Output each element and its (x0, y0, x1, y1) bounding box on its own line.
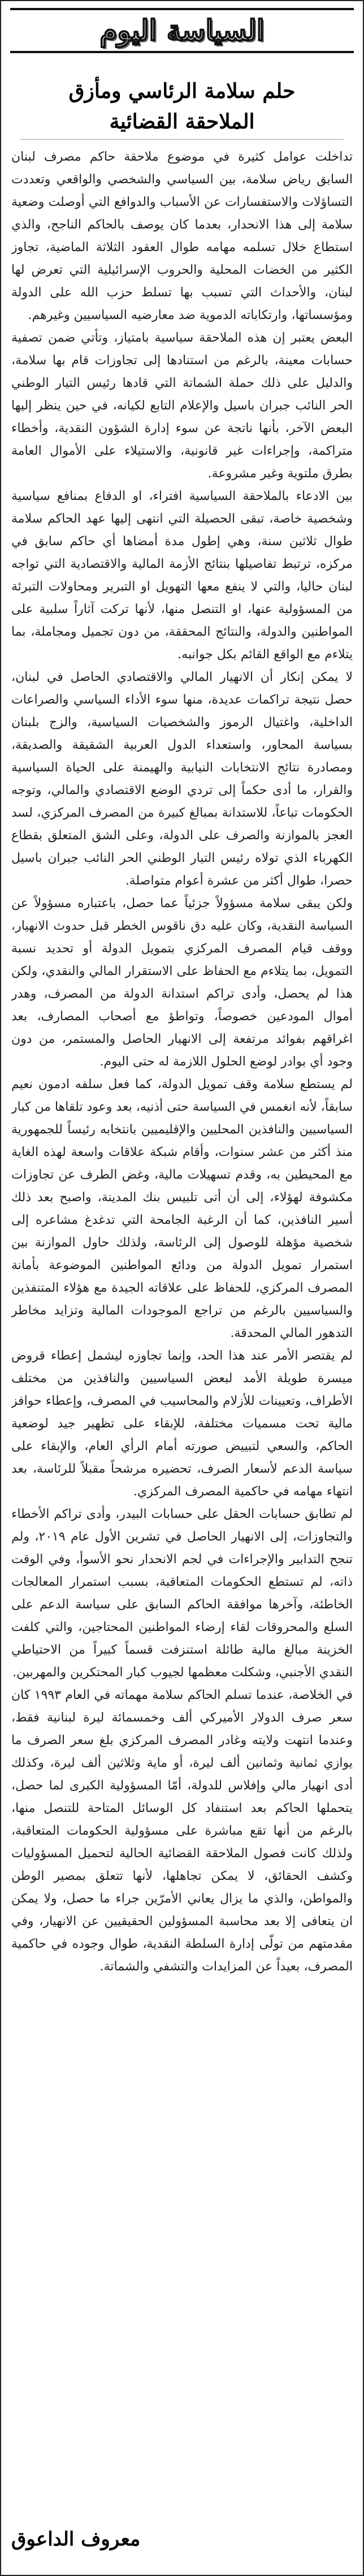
section-title: السياسة اليوم (99, 14, 265, 47)
article-author: معروف الداعوق (11, 2528, 141, 2551)
article-paragraph: بين الادعاء بالملاحقة السياسية افتراء، او الدفاع بمنافع سياسية وشخصية خاصة، تبقى الحصيلة التي انتهى إليها عهد الحاكم سلامة طوال ثلاثين سنة، وهي إطول مدة أمضاها أي حاكم سابق في مركزه، ترتبط تفاصيلها بنتائج الأزمة المالية والاقتصادية التي تواجه لبنان حاليا، والتي لا ينفع معها التهويل او التبرير ومحاولات التبرئة من المسؤولية عنها، او التنصل منها، لأنها تركت آثاراً سلبية على المواطنين والدولة، والنتائج المحققة، من دون تجميل ومجاملة، بما يتلاءم مع الواقع القائم بكل جوانبه. (11, 489, 353, 662)
article-headline (16, 76, 348, 137)
article-paragraph: لا يمكن إنكار أن الانهيار المالي والاقتصادي الحاصل في لبنان، حصل نتيجة تراكمات عديدة، منها سوء الأداء السياسي والصراعات الداخلية، واغتيال الرموز والشخصيات السياسية، والزج بلبنان بسياسة المحاور، واستعداء الدول العربية الشقيقة والصديقة، ومصادرة نتائج الانتخابات النيابية والهيمنة على الحياة السياسية والقرار، ما أدى حكماً إلى تردي الوضع الاقتصادي والمالي، وتوجه الحكومات تباعاً، للاستدانة بمبالغ كبيرة من المصرف المركزي، لسد العجز بالموازنة والصرف على الدولة، وعلى الشق المتعلق بقطاع الكهرباء الذي تولاه رئيس التيار الوطني الحر النائب جبران باسيل حصرا، طوال أكثر من عشرة أعوام متواصلة. (11, 670, 353, 888)
headline-divider (20, 139, 344, 140)
article-paragraph: لم يقتصر الأمر عند هذا الحد، وإنما تجاوزه ليشمل إعطاء قروض ميسرة طويلة الأمد لبعض السياسيين والنافذين من مختلف الأطراف، وتعيينات للأزلام والمحاسيب في المصرف، وإعطاء حوافز مالية تحت مسميات مختلفة، للإبقاء على تظهير جيد لوضعية الحاكم، والسعي لتبييض صورته أمام الرأي العام، والإبقاء على سياسة الدعم لأسعار الصرف، تحضيره مرشحاً مقبلاً للرئاسة، بعد انتهاء مهامه في حاكمية المصرف المركزي. (11, 1349, 353, 1499)
article-paragraph: لم يستطع سلامة وقف تمويل الدولة، كما فعل سلفه ادمون نعيم سابقاً، لأنه انغمس في السياسة حتى أذنيه، بعد وعود تلقاها من كبار السياسيين والنافذين المحليين والإقليميين بانتخابه رئيساً للجمهورية منذ أكثر من عشر سنوات، وأقام شبكة علاقات واسعة لهذه الغاية مع المحيطين به، وقدم تسهيلات مالية، وغض الطرف عن تجاوزات مكشوفة لهؤلاء، إلى أن أتى تلبيس بنك المدينة، واصبح بعد ذلك أسير النافذين، كما أن الرغبة الجامحة التي تدغدغ مشاعره إلى شخصية مؤهلة للوصول إلى الرئاسة، ولذلك حاول الموازنة بين استمرار تمويل الدولة من ودائع المواطنين الموضوعة بأمانة المصرف المركزي، للحفاظ على علاقاته الجيدة مع هؤلاء المتنفذين والسياسيين بالرغم من تراجع الموجودات المالية وتزايد مخاطر التدهور المالي المحدقة. (11, 1077, 353, 1340)
article-paragraph: لم تطابق حسابات الحقل على حسابات البيدر، وأدى تراكم الأخطاء والتجاوزات، إلى الانهيار الحاصل في تشرين الأول عام ٢٠١٩، ولم تنجح التدابير والإجراءات في لجم الانحدار نحو الأسوأ، وفي الوقت ذاته، لم تستطع الحكومات المتعاقبة، بسبب استمرار المعالجات الخاطئة، وآخرها موافقة الحاكم السابق على سياسة الدعم على السلع والمحروقات لقاء إرضاء المواطنين المحتاجين، والتي كلفت الخزينة مبالغ مالية طائلة استنزفت قسماً كبيراً من الاحتياطي النقدي الأجنبي، وشكلت معظمها لجيوب كبار المحتكرين والمهربين. (11, 1507, 353, 1680)
headline-line-1: حلم سلامة الرئاسي ومأزق (68, 79, 296, 103)
section-banner (10, 8, 354, 53)
headline-line-2: الملاحقة القضائية (109, 110, 255, 134)
article-paragraph: ولكن يبقى سلامة مسؤولاً جزئياً عما حصل، باعتباره مسؤولاً عن السياسة النقدية، وكان عليه دق ناقوس الخطر قبل حدوث الانهيار، ووقف قيام المصرف المركزي بتمويل الدولة أو تحديد نسبة التمويل، بما يتلاءم مع الحفاظ على الاستقرار المالي والنقدي، ولكن هذا لم يحصل، وأدى تراكم استدانة الدولة من المصرف، وهدر أموال المودعين خصوصاً، وتواطؤ مع أصحاب المصارف، بعد اغراقهم بفوائد مرتفعة إلى الانهيار الحاصل والمستمر، من دون وجود أي بوادر لوضع الحلول اللازمة له حتى اليوم. (11, 896, 353, 1069)
article-paragraph: البعض يعتبر إن هذه الملاحقة سياسية بامتياز، وتأتي ضمن تصفية حسابات معينة، بالرغم من استنادها إلى تجاوزات قام بها سلامة، والدليل على ذلك حملة الشماتة التي قادها رئيس التيار الوطني الحر النائب جبران باسيل والإعلام التابع لكيانه، في حين ينظر إليها البعض الآخر، بأنها ناتجة عن سوء إدارة الشؤون النقدية، وأخطاء متراكمة، وإجراءات غير قانونية، والاستيلاء على الأموال العامة بطرق ملتوية وغير مشروعة. (11, 331, 353, 481)
article-body (11, 146, 353, 2499)
article-paragraph: تداخلت عوامل كثيرة في موضوع ملاحقة حاكم مصرف لبنان السابق رياض سلامة، بين السياسي والشخصي والواقعي وتعددت التساؤلات والاستفسارات عن الأسباب والدوافع التي أوصلت وضعية سلامة إلى هذا الانحدار، بعدما كان يوصف بالحاكم الناجح، والذي استطاع خلال تسلمه مهامه طوال العقود الثلاثة الماضية، تجاوز الكثير من الخضات المحلية والحروب الإسرائيلية التي تعرض لها لبنان، والأحداث التي تسبب بها تسلط حزب الله على الدولة ومؤسساتها، وارتكاباته الدموية ضد معارضيه السياسيين وغيرهم. (11, 150, 353, 322)
article-paragraph: في الخلاصة، عندما تسلم الحاكم سلامة مهماته في العام ١٩٩٣ كان سعر صرف الدولار الأميركي ألف وخمسمائة ليرة لبنانية فقط، وعندما انتهت ولايته وغادر المصرف المركزي بلغ سعر الصرف ما يوازي ثمانية وثمانين ألف ليرة، أو ماية وثلاثين ألف ليرة، وكذلك أدى انهيار مالي وإفلاس للدولة، أمّا المسؤولية الكبرى لما حصل، يتحملها الحاكم بعد استنفاد كل الوسائل المتاحة للتنصل منها، بالرغم من أنها تقع مباشرة على مسؤولية الحكومات المتعاقبة، ولذلك كانت فصول الملاحقة القضائية الحالية لتحميل المسؤوليات وكشف الحقائق، لا يمكن تجاهلها، لأنها تتعلق بمصير الوطن والمواطن، والذي ما يزال يعاني الأمرّين جراء ما حصل، ولا يمكن ان يتعافى إلا بعد محاسبة المسؤولين الحقيقيين عن الانهيار، وفي مقدمتهم من تولّى إدارة السلطة النقدية، طوال وجوده في حاكمية المصرف، بعيداً عن المزايدات والتشفي والشماتة. (11, 1688, 353, 1974)
